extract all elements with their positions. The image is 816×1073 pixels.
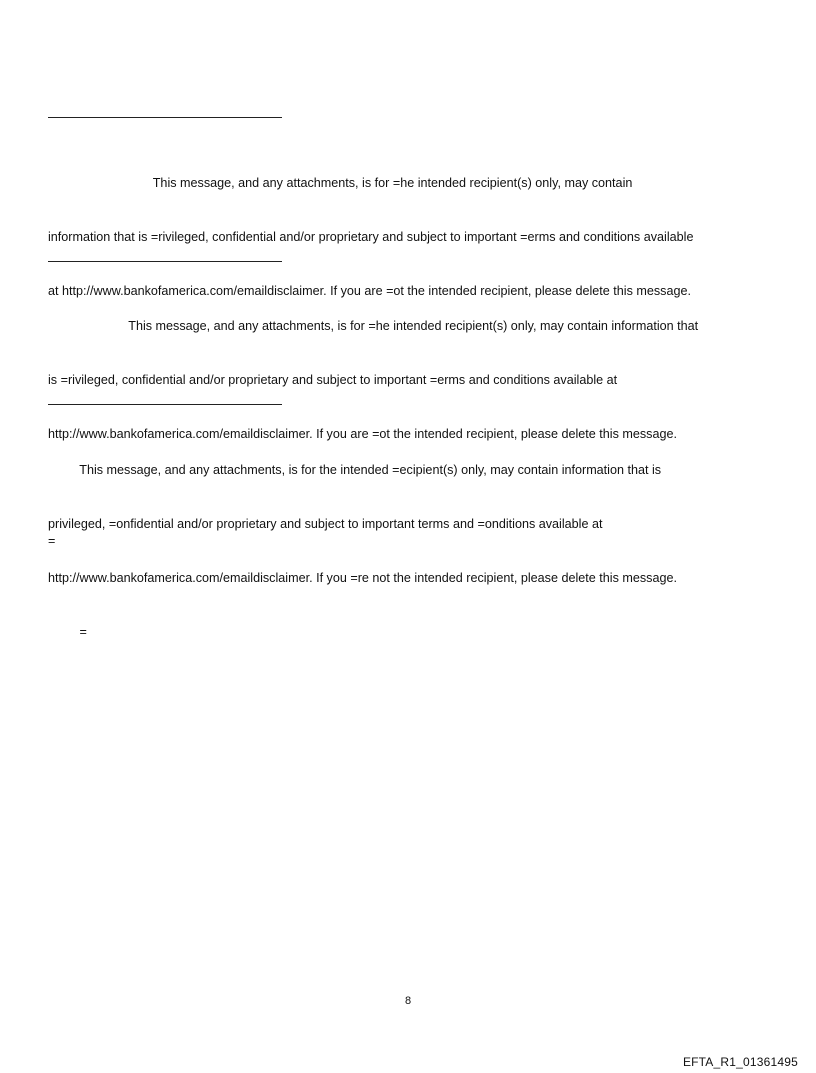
- disclaimer-2-line-2: is =rivileged, confidential and/or proprietary and subject to important =erms and conditions available at: [48, 373, 618, 387]
- disclaimer-paragraph-3: [48, 425, 677, 677]
- disclaimer-1-line-1: This message, and any attachments, is for =he intended recipient(s) only, may contain: [48, 176, 633, 190]
- separator-rule-2: [48, 261, 282, 262]
- disclaimer-1-line-2: information that is =rivileged, confidential and/or proprietary and subject to important =erms and conditions available: [48, 230, 694, 244]
- disclaimer-1-line-3: at http://www.bankofamerica.com/emaildisclaimer. If you are =ot the intended recipient, please delete this message.: [48, 284, 691, 298]
- separator-rule-1: [48, 117, 282, 118]
- separator-rule-3: [48, 404, 282, 405]
- disclaimer-3-line-2: privileged, =onfidential and/or proprietary and subject to important terms and =onditions available at: [48, 517, 603, 531]
- page-number: 8: [404, 995, 412, 1007]
- document-id: EFTA_R1_01361495: [682, 1055, 798, 1069]
- disclaimer-3-line-1: This message, and any attachments, is for the intended =ecipient(s) only, may contain information that is: [48, 463, 662, 477]
- disclaimer-3-line-3: http://www.bankofamerica.com/emaildisclaimer. If you =re not the intended recipient, please delete this message.: [48, 571, 677, 585]
- stray-equals-sign: =: [48, 534, 56, 548]
- disclaimer-2-line-3: http://www.bankofamerica.com/emaildisclaimer. If you are =ot the intended recipient, please delete this message.: [48, 427, 677, 441]
- disclaimer-3-line-4: =: [48, 625, 87, 639]
- disclaimer-2-line-1: This message, and any attachments, is for =he intended recipient(s) only, may contain information that: [48, 319, 699, 333]
